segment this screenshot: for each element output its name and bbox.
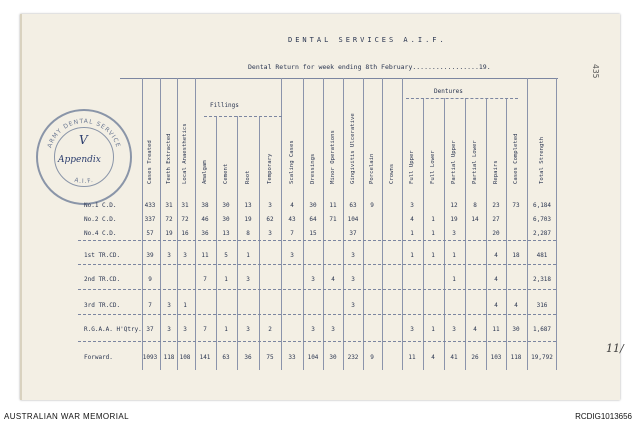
table-cell: 8 [473, 202, 477, 209]
stamp-bottom-text: A.I.F. [73, 176, 95, 185]
stamp-handwriting: Appendix [58, 155, 101, 165]
table-cell: 1 [246, 252, 250, 259]
table-cell: 13 [244, 202, 252, 209]
stamp-tick-mark: V [79, 133, 88, 147]
table-cell: 4 [410, 216, 414, 223]
table-cell: 337 [144, 216, 156, 223]
column-header: Local Anaesthetics [182, 123, 188, 184]
table-cell: 103 [490, 354, 502, 361]
column-rule [142, 78, 143, 370]
column-header: Minor Operations [330, 130, 336, 184]
document-subtitle: Dental Return for week ending 8th February.................19. [248, 63, 491, 71]
table-cell: 73 [512, 202, 520, 209]
table-cell: 15 [309, 230, 317, 237]
column-rule [195, 78, 196, 370]
table-cell: 316 [536, 302, 548, 309]
table-cell: 8 [246, 230, 250, 237]
table-cell: 481 [536, 252, 548, 259]
column-header: Amalgam [202, 160, 208, 184]
army-dental-service-stamp [36, 109, 132, 205]
table-cell: 41 [450, 354, 458, 361]
table-cell: 9 [370, 202, 374, 209]
column-header: Cases Completed [513, 133, 519, 184]
table-cell: 63 [349, 202, 357, 209]
fillings-rule [204, 116, 282, 117]
group-header-fillings: Fillings [210, 102, 239, 109]
row-label: No.2 C.D. [84, 216, 117, 223]
table-top-rule [120, 78, 558, 79]
table-cell: 1093 [142, 354, 158, 361]
column-header: Gingivitis Ulcerative [350, 113, 356, 184]
column-header: Full Lower [430, 150, 436, 184]
row-label: R.G.A.A. H'Qtry. [84, 326, 142, 333]
column-rule [177, 78, 178, 370]
table-cell: 36 [201, 230, 209, 237]
table-cell: 4 [514, 302, 518, 309]
table-cell: 3 [183, 252, 187, 259]
table-cell: 7 [203, 276, 207, 283]
table-cell: 31 [165, 202, 173, 209]
table-cell: 104 [307, 354, 319, 361]
table-cell: 13 [222, 230, 230, 237]
column-header: Partial Upper [451, 140, 457, 184]
table-cell: 64 [309, 216, 317, 223]
table-cell: 4 [331, 276, 335, 283]
table-cell: 1 [410, 230, 414, 237]
table-cell: 3 [351, 252, 355, 259]
table-cell: 3 [410, 326, 414, 333]
table-cell: 118 [510, 354, 522, 361]
margin-mark: 11/ [606, 342, 624, 355]
row-label: No.4 C.D. [84, 230, 117, 237]
table-cell: 118 [163, 354, 175, 361]
table-cell: 3 [452, 230, 456, 237]
document-sheet [20, 14, 624, 400]
column-header: Full Upper [409, 150, 415, 184]
table-cell: 232 [347, 354, 359, 361]
table-cell: 19 [244, 216, 252, 223]
table-cell: 14 [471, 216, 479, 223]
column-rule [527, 78, 528, 370]
table-cell: 433 [144, 202, 156, 209]
table-cell: 4 [431, 354, 435, 361]
table-cell: 4 [494, 302, 498, 309]
column-header: Total Strength [539, 136, 545, 184]
stamp-outer-text: ARMY DENTAL SERVICE [46, 117, 122, 149]
table-cell: 20 [492, 230, 500, 237]
table-cell: 1 [431, 326, 435, 333]
column-rule [303, 78, 304, 370]
table-cell: 11 [329, 202, 337, 209]
column-rule [423, 98, 424, 370]
column-header: Teeth Extracted [166, 133, 172, 184]
table-cell: 3 [183, 326, 187, 333]
table-cell: 3 [311, 326, 315, 333]
table-cell: 62 [266, 216, 274, 223]
table-cell: 33 [288, 354, 296, 361]
table-cell: 1 [410, 252, 414, 259]
page-number: 435 [591, 64, 600, 79]
table-cell: 3 [167, 326, 171, 333]
column-rule [281, 78, 282, 370]
table-cell: 3 [351, 302, 355, 309]
table-cell: 11 [408, 354, 416, 361]
archive-caption: AUSTRALIAN WAR MEMORIAL [4, 412, 129, 421]
table-cell: 3 [452, 326, 456, 333]
row-label: 2nd TR.CD. [84, 276, 121, 283]
table-cell: 46 [201, 216, 209, 223]
table-cell: 3 [246, 276, 250, 283]
table-cell: 3 [311, 276, 315, 283]
table-cell: 4 [290, 202, 294, 209]
table-cell: 30 [309, 202, 317, 209]
table-cell: 19,792 [531, 354, 553, 361]
table-cell: 2 [268, 326, 272, 333]
table-cell: 30 [222, 216, 230, 223]
table-cell: 37 [146, 326, 154, 333]
row-rule [78, 240, 556, 241]
table-cell: 30 [512, 326, 520, 333]
table-cell: 6,703 [532, 216, 552, 223]
table-cell: 1 [224, 276, 228, 283]
table-cell: 9 [370, 354, 374, 361]
group-header-dentures: Dentures [434, 88, 463, 95]
column-rule [343, 78, 344, 370]
table-cell: 3 [351, 276, 355, 283]
table-cell: 11 [492, 326, 500, 333]
table-cell: 7 [148, 302, 152, 309]
document-title: DENTAL SERVICES A.I.F. [288, 36, 447, 44]
column-header: Repairs [493, 160, 499, 184]
table-cell: 23 [492, 202, 500, 209]
table-cell: 4 [473, 326, 477, 333]
table-cell: 141 [199, 354, 211, 361]
table-cell: 30 [329, 354, 337, 361]
table-cell: 57 [146, 230, 154, 237]
table-cell: 3 [268, 202, 272, 209]
table-cell: 19 [450, 216, 458, 223]
column-rule [237, 116, 238, 370]
table-cell: 3 [290, 252, 294, 259]
table-cell: 43 [288, 216, 296, 223]
table-cell: 1,687 [532, 326, 552, 333]
row-label: 3rd TR.CD. [84, 302, 121, 309]
table-cell: 1 [431, 216, 435, 223]
table-cell: 18 [512, 252, 520, 259]
table-cell: 3 [268, 230, 272, 237]
table-cell: 7 [290, 230, 294, 237]
table-cell: 3 [410, 202, 414, 209]
table-cell: 19 [165, 230, 173, 237]
archive-reference: RCDIG1013656 [575, 412, 632, 421]
column-rule [259, 116, 260, 370]
table-cell: 1 [431, 252, 435, 259]
column-header: Root [245, 170, 251, 184]
table-cell: 9 [148, 276, 152, 283]
table-cell: 1 [431, 230, 435, 237]
table-cell: 12 [450, 202, 458, 209]
table-cell: 72 [181, 216, 189, 223]
table-cell: 36 [244, 354, 252, 361]
table-cell: 6,184 [532, 202, 552, 209]
table-cell: 11 [201, 252, 209, 259]
table-cell: 31 [181, 202, 189, 209]
column-header: Partial Lower [472, 140, 478, 184]
row-rule [78, 341, 556, 342]
column-header: Cement [223, 163, 229, 184]
column-rule [506, 98, 507, 370]
row-rule [78, 264, 556, 265]
column-rule [444, 98, 445, 370]
table-cell: 108 [179, 354, 191, 361]
table-cell: 27 [492, 216, 500, 223]
column-rule [160, 78, 161, 370]
table-cell: 16 [181, 230, 189, 237]
table-cell: 75 [266, 354, 274, 361]
table-cell: 26 [471, 354, 479, 361]
column-rule [556, 78, 557, 370]
table-cell: 71 [329, 216, 337, 223]
column-header: Porcelain [369, 153, 375, 184]
table-cell: 72 [165, 216, 173, 223]
table-cell: 2,287 [532, 230, 552, 237]
column-rule [363, 78, 364, 370]
column-rule [382, 78, 383, 370]
table-cell: 38 [201, 202, 209, 209]
row-rule [78, 289, 556, 290]
table-cell: 3 [167, 302, 171, 309]
table-cell: 5 [224, 252, 228, 259]
row-label: 1st TR.CD. [84, 252, 121, 259]
column-rule [216, 116, 217, 370]
table-cell: 7 [203, 326, 207, 333]
row-label: No.1 C.D. [84, 202, 117, 209]
column-rule [465, 98, 466, 370]
sheet-edge [20, 14, 22, 400]
dentures-rule [406, 98, 518, 99]
table-cell: 1 [452, 276, 456, 283]
column-header: Scaling Cases [289, 140, 295, 184]
table-cell: 4 [494, 276, 498, 283]
table-cell: 4 [494, 252, 498, 259]
column-rule [323, 78, 324, 370]
table-cell: 37 [349, 230, 357, 237]
table-cell: 3 [167, 252, 171, 259]
column-header: Cases Treated [147, 140, 153, 184]
column-header: Dressings [310, 153, 316, 184]
column-header: Crowns [389, 163, 395, 184]
column-header: Temporary [267, 153, 273, 184]
table-cell: 1 [452, 252, 456, 259]
table-cell: 30 [222, 202, 230, 209]
row-label: Forward. [84, 354, 113, 361]
table-cell: 2,318 [532, 276, 552, 283]
table-cell: 104 [347, 216, 359, 223]
column-rule [402, 78, 403, 370]
table-cell: 1 [183, 302, 187, 309]
column-rule [486, 98, 487, 370]
table-cell: 1 [224, 326, 228, 333]
row-rule [78, 314, 556, 315]
table-cell: 39 [146, 252, 154, 259]
table-cell: 3 [331, 326, 335, 333]
table-cell: 3 [246, 326, 250, 333]
table-cell: 63 [222, 354, 230, 361]
